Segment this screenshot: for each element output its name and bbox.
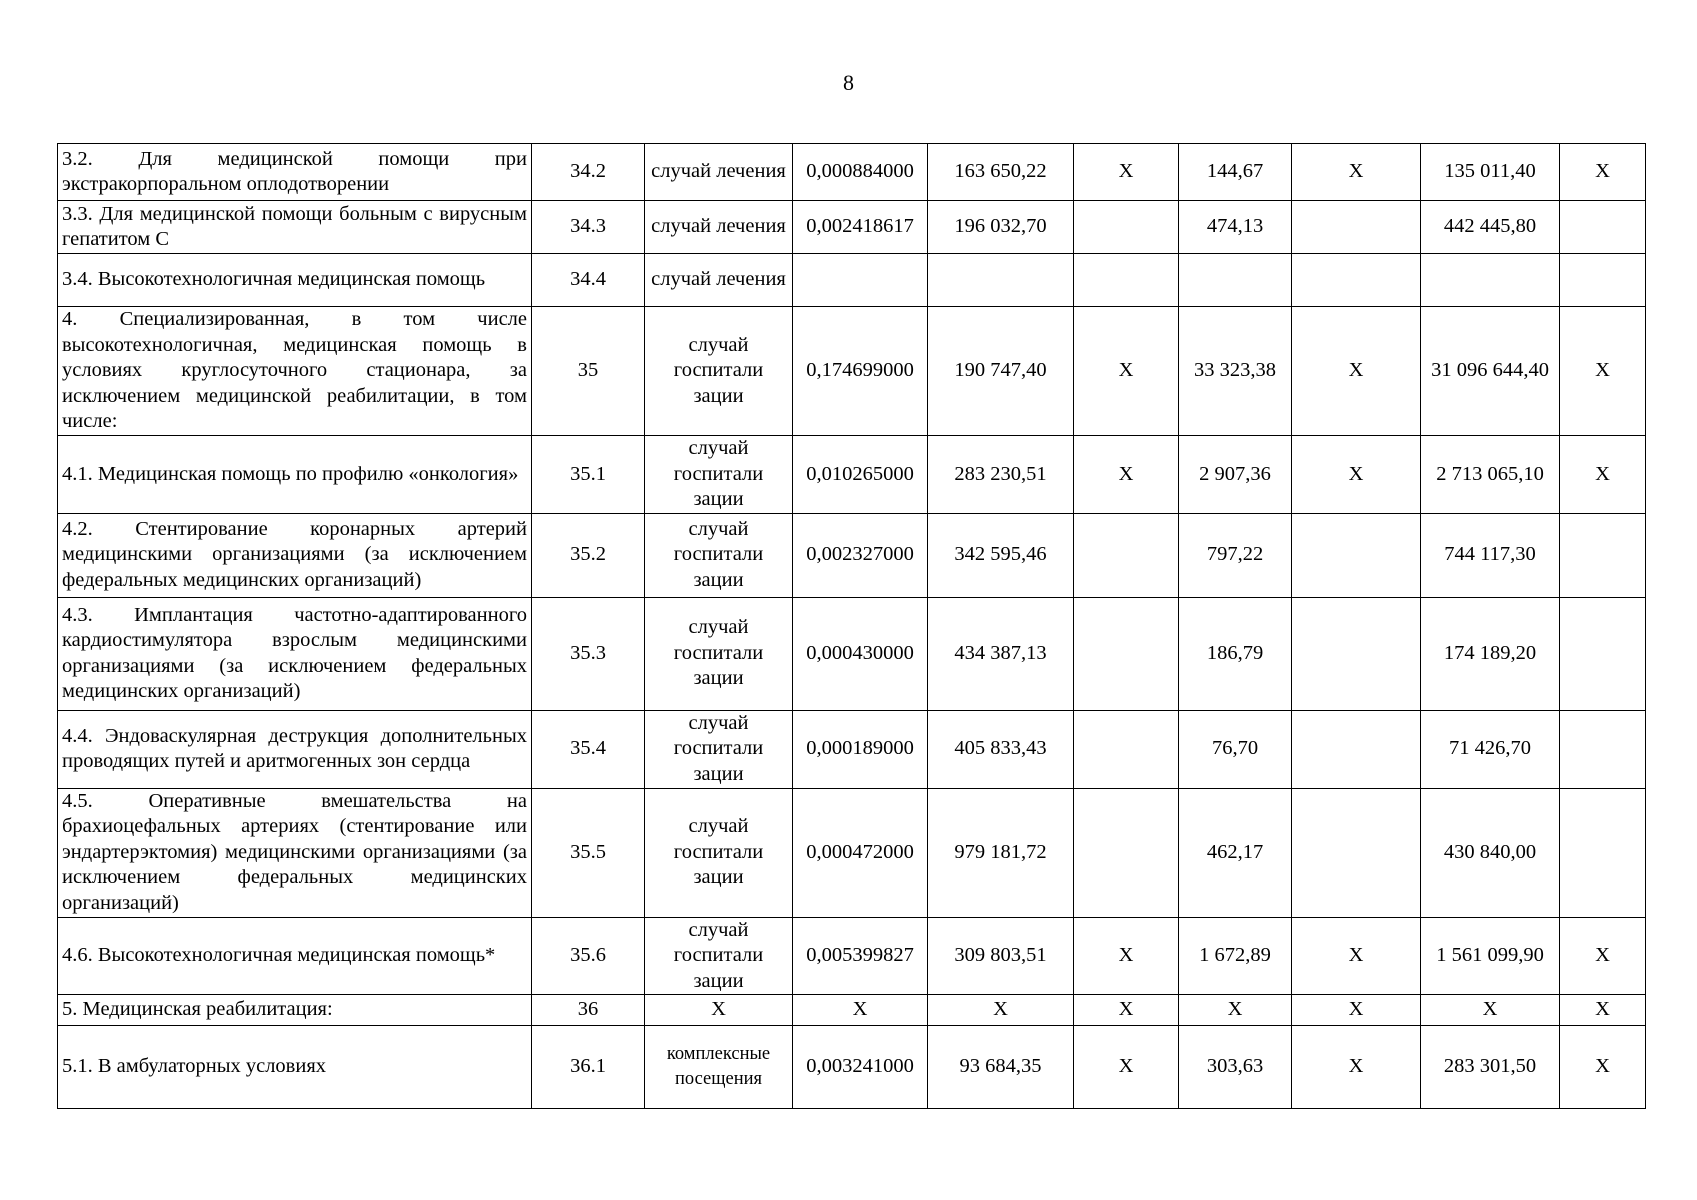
total-cell: 2 713 065,10 [1421, 436, 1560, 514]
row-code-cell: 35.1 [532, 436, 645, 514]
unit-cell: случай госпитали зации [645, 307, 793, 436]
table-row [58, 995, 1646, 1026]
col-x3-cell: X [1560, 436, 1646, 514]
table-row [58, 436, 1646, 514]
per-capita-cell: 303,63 [1179, 1026, 1292, 1109]
total-cell [1421, 254, 1560, 307]
col-x-cell [1074, 201, 1179, 254]
col-x-cell [1074, 710, 1179, 788]
col-x3-cell [1560, 201, 1646, 254]
col-x-cell: X [1074, 144, 1179, 201]
per-capita-cell: 33 323,38 [1179, 307, 1292, 436]
total-cell: 174 189,20 [1421, 597, 1560, 710]
row-code-cell: 36 [532, 995, 645, 1026]
row-code-cell: 35.4 [532, 710, 645, 788]
row-name-cell: 4. Специализированная, в том числе высокотехнологичная, медицинская помощь в условиях круглосуточного стационара, за исключением медицинской реабилитации, в том числе: [58, 307, 532, 436]
row-name-cell: 3.2. Для медицинской помощи при экстракорпоральном оплодотворении [58, 144, 532, 201]
cost-cell [928, 254, 1074, 307]
row-name-cell: 5. Медицинская реабилитация: [58, 995, 532, 1026]
norm-cell: 0,002327000 [793, 513, 928, 597]
table-row [58, 597, 1646, 710]
col-x2-cell [1292, 710, 1421, 788]
cost-cell: 309 803,51 [928, 917, 1074, 995]
total-cell: 283 301,50 [1421, 1026, 1560, 1109]
norm-cell: 0,010265000 [793, 436, 928, 514]
cost-cell: 196 032,70 [928, 201, 1074, 254]
unit-cell: X [645, 995, 793, 1026]
col-x-cell: X [1074, 995, 1179, 1026]
col-x2-cell [1292, 201, 1421, 254]
col-x-cell [1074, 513, 1179, 597]
col-x3-cell: X [1560, 144, 1646, 201]
row-name-cell: 4.2. Стентирование коронарных артерий медицинскими организациями (за исключением федеральных медицинских организаций) [58, 513, 532, 597]
col-x3-cell: X [1560, 917, 1646, 995]
col-x2-cell: X [1292, 144, 1421, 201]
per-capita-cell: 186,79 [1179, 597, 1292, 710]
table-row [58, 710, 1646, 788]
cost-cell: 190 747,40 [928, 307, 1074, 436]
norm-cell: 0,005399827 [793, 917, 928, 995]
norm-cell: 0,174699000 [793, 307, 928, 436]
col-x3-cell [1560, 710, 1646, 788]
table-row [58, 254, 1646, 307]
cost-cell: 405 833,43 [928, 710, 1074, 788]
total-cell: 71 426,70 [1421, 710, 1560, 788]
per-capita-cell: X [1179, 995, 1292, 1026]
table-row [58, 513, 1646, 597]
unit-cell: случай лечения [645, 254, 793, 307]
row-code-cell: 35.2 [532, 513, 645, 597]
table-row [58, 788, 1646, 917]
unit-cell: случай госпитали зации [645, 436, 793, 514]
table-row [58, 1026, 1646, 1109]
per-capita-cell [1179, 254, 1292, 307]
col-x2-cell [1292, 597, 1421, 710]
row-code-cell: 34.4 [532, 254, 645, 307]
total-cell: 135 011,40 [1421, 144, 1560, 201]
total-cell: X [1421, 995, 1560, 1026]
cost-cell: 434 387,13 [928, 597, 1074, 710]
col-x2-cell [1292, 788, 1421, 917]
col-x2-cell: X [1292, 307, 1421, 436]
per-capita-cell: 76,70 [1179, 710, 1292, 788]
col-x3-cell [1560, 254, 1646, 307]
norm-cell: 0,003241000 [793, 1026, 928, 1109]
table-row [58, 917, 1646, 995]
col-x-cell: X [1074, 917, 1179, 995]
col-x-cell [1074, 254, 1179, 307]
col-x-cell [1074, 597, 1179, 710]
unit-cell: случай госпитали зации [645, 917, 793, 995]
unit-cell: случай лечения [645, 201, 793, 254]
total-cell: 1 561 099,90 [1421, 917, 1560, 995]
row-code-cell: 34.3 [532, 201, 645, 254]
row-name-cell: 5.1. В амбулаторных условиях [58, 1026, 532, 1109]
col-x-cell: X [1074, 436, 1179, 514]
row-name-cell: 4.5. Оперативные вмешательства на брахиоцефальных артериях (стентирование или эндартерэктомия) медицинскими организациями (за исключением федеральных медицинских организаций) [58, 788, 532, 917]
unit-cell: случай госпитали зации [645, 788, 793, 917]
financing-table [57, 143, 1646, 1109]
row-name-cell: 4.1. Медицинская помощь по профилю «онкология» [58, 436, 532, 514]
table-row [58, 144, 1646, 201]
page-number: 8 [843, 70, 854, 95]
norm-cell [793, 254, 928, 307]
per-capita-cell: 797,22 [1179, 513, 1292, 597]
row-code-cell: 35.5 [532, 788, 645, 917]
per-capita-cell: 144,67 [1179, 144, 1292, 201]
row-code-cell: 35.6 [532, 917, 645, 995]
row-name-cell: 4.3. Имплантация частотно-адаптированного кардиостимулятора взрослым медицинскими организациями (за исключением федеральных медицинских организаций) [58, 597, 532, 710]
col-x2-cell [1292, 513, 1421, 597]
total-cell: 744 117,30 [1421, 513, 1560, 597]
row-code-cell: 35 [532, 307, 645, 436]
unit-cell: случай госпитали зации [645, 597, 793, 710]
unit-cell: комплексные посещения [645, 1026, 793, 1109]
row-name-cell: 3.3. Для медицинской помощи больным с вирусным гепатитом С [58, 201, 532, 254]
total-cell: 31 096 644,40 [1421, 307, 1560, 436]
col-x3-cell: X [1560, 1026, 1646, 1109]
col-x3-cell [1560, 788, 1646, 917]
cost-cell: 283 230,51 [928, 436, 1074, 514]
norm-cell: 0,000884000 [793, 144, 928, 201]
total-cell: 430 840,00 [1421, 788, 1560, 917]
norm-cell: 0,000430000 [793, 597, 928, 710]
per-capita-cell: 2 907,36 [1179, 436, 1292, 514]
col-x2-cell: X [1292, 995, 1421, 1026]
cost-cell: 93 684,35 [928, 1026, 1074, 1109]
norm-cell: X [793, 995, 928, 1026]
table-row [58, 201, 1646, 254]
cost-cell: 342 595,46 [928, 513, 1074, 597]
per-capita-cell: 1 672,89 [1179, 917, 1292, 995]
col-x2-cell: X [1292, 1026, 1421, 1109]
row-name-cell: 3.4. Высокотехнологичная медицинская помощь [58, 254, 532, 307]
cost-cell: 979 181,72 [928, 788, 1074, 917]
row-code-cell: 34.2 [532, 144, 645, 201]
col-x2-cell [1292, 254, 1421, 307]
total-cell: 442 445,80 [1421, 201, 1560, 254]
col-x-cell [1074, 788, 1179, 917]
col-x2-cell: X [1292, 917, 1421, 995]
unit-cell: случай лечения [645, 144, 793, 201]
col-x-cell: X [1074, 1026, 1179, 1109]
row-name-cell: 4.4. Эндоваскулярная деструкция дополнительных проводящих путей и аритмогенных зон сердца [58, 710, 532, 788]
cost-cell: 163 650,22 [928, 144, 1074, 201]
col-x-cell: X [1074, 307, 1179, 436]
cost-cell: X [928, 995, 1074, 1026]
col-x3-cell [1560, 597, 1646, 710]
norm-cell: 0,000472000 [793, 788, 928, 917]
row-code-cell: 36.1 [532, 1026, 645, 1109]
col-x3-cell: X [1560, 307, 1646, 436]
unit-cell: случай госпитали зации [645, 513, 793, 597]
col-x3-cell: X [1560, 995, 1646, 1026]
table-row [58, 307, 1646, 436]
col-x2-cell: X [1292, 436, 1421, 514]
per-capita-cell: 462,17 [1179, 788, 1292, 917]
norm-cell: 0,002418617 [793, 201, 928, 254]
col-x3-cell [1560, 513, 1646, 597]
row-name-cell: 4.6. Высокотехнологичная медицинская помощь* [58, 917, 532, 995]
unit-cell: случай госпитали зации [645, 710, 793, 788]
norm-cell: 0,000189000 [793, 710, 928, 788]
row-code-cell: 35.3 [532, 597, 645, 710]
per-capita-cell: 474,13 [1179, 201, 1292, 254]
